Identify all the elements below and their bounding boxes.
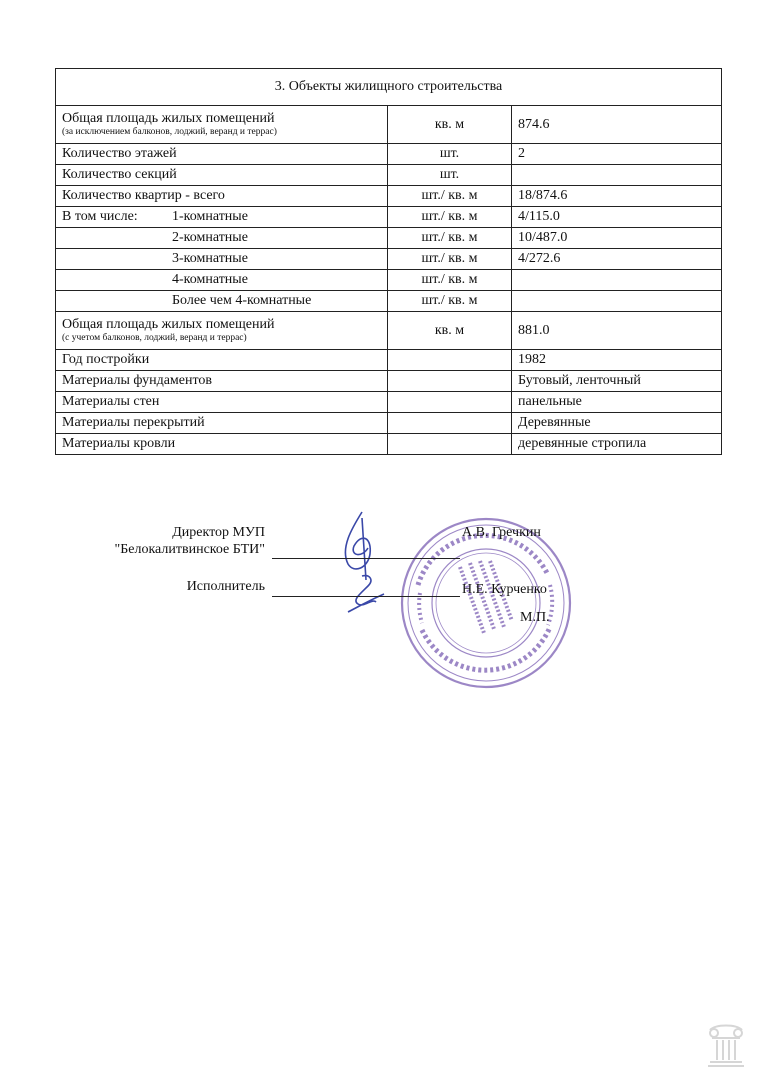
row-label: [56, 106, 388, 144]
row-value: 2: [512, 144, 722, 165]
row-label: Количество квартир - всего: [56, 186, 388, 207]
table-row: [56, 228, 722, 249]
row-value: Деревянные: [512, 413, 722, 434]
row-label-text: 1-комнатные: [172, 209, 248, 225]
row-value: 18/874.6: [512, 186, 722, 207]
table-row: [56, 312, 722, 350]
seal-place-label: М.П.: [520, 610, 550, 625]
table-row: [56, 207, 722, 228]
row-value: 874.6: [512, 106, 722, 144]
executor-name: Н.Е. Курченко: [462, 582, 547, 597]
row-value: деревянные стропила: [512, 434, 722, 455]
table-row: [56, 434, 722, 455]
row-unit: шт.: [388, 165, 512, 186]
table-row: [56, 413, 722, 434]
row-unit: [388, 434, 512, 455]
table-row: [56, 392, 722, 413]
row-value: 4/272.6: [512, 249, 722, 270]
director-signature-line: [272, 558, 460, 559]
row-value: [512, 270, 722, 291]
row-value: [512, 291, 722, 312]
table-row: [56, 106, 722, 144]
row-unit: [388, 350, 512, 371]
executor-signature-line: [272, 596, 460, 597]
row-unit: шт./ кв. м: [388, 207, 512, 228]
row-value: 4/115.0: [512, 207, 722, 228]
row-label: [56, 312, 388, 350]
table-title-row: [56, 69, 722, 106]
construction-objects-table: [55, 68, 722, 455]
executor-signature: [340, 572, 390, 618]
row-label-note: (с учетом балконов, лоджий, веранд и террас): [62, 333, 247, 344]
row-unit: кв. м: [388, 312, 512, 350]
row-label: Материалы стен: [56, 392, 388, 413]
row-label: Материалы фундаментов: [56, 371, 388, 392]
table-row: [56, 350, 722, 371]
director-role-line1: Директор МУП: [172, 525, 265, 540]
row-value: 1982: [512, 350, 722, 371]
table-row: [56, 270, 722, 291]
table-row: [56, 291, 722, 312]
row-label: 2-комнатные: [56, 228, 388, 249]
table-row: [56, 371, 722, 392]
row-value: 881.0: [512, 312, 722, 350]
row-label-note: (за исключением балконов, лоджий, веранд и террас): [62, 127, 277, 138]
director-role: [50, 525, 265, 559]
column-logo-icon: [706, 1022, 746, 1068]
row-label: Год постройки: [56, 350, 388, 371]
row-label-prefix: В том числе:: [62, 209, 138, 225]
executor-role: Исполнитель: [186, 579, 265, 594]
table-row: [56, 249, 722, 270]
table-row: [56, 186, 722, 207]
row-label: Материалы перекрытий: [56, 413, 388, 434]
row-unit: кв. м: [388, 106, 512, 144]
row-unit: [388, 413, 512, 434]
row-label-text: Общая площадь жилых помещений: [62, 111, 275, 127]
row-value: Бутовый, ленточный: [512, 371, 722, 392]
row-label: [56, 207, 388, 228]
row-label: 4-комнатные: [56, 270, 388, 291]
table-title: 3. Объекты жилищного строительства: [56, 69, 722, 106]
director-role-line2: "Белокалитвинское БТИ": [114, 541, 265, 557]
row-unit: шт./ кв. м: [388, 291, 512, 312]
row-value: панельные: [512, 392, 722, 413]
director-name: А.В. Гречкин: [462, 525, 541, 540]
row-label: Количество этажей: [56, 144, 388, 165]
row-label: 3-комнатные: [56, 249, 388, 270]
row-value: [512, 165, 722, 186]
row-unit: шт.: [388, 144, 512, 165]
row-unit: шт./ кв. м: [388, 228, 512, 249]
row-label-text: Общая площадь жилых помещений: [62, 317, 275, 333]
row-unit: шт./ кв. м: [388, 186, 512, 207]
row-unit: [388, 371, 512, 392]
row-label: Материалы кровли: [56, 434, 388, 455]
row-unit: шт./ кв. м: [388, 270, 512, 291]
row-unit: [388, 392, 512, 413]
table-row: [56, 165, 722, 186]
row-label: Более чем 4-комнатные: [56, 291, 388, 312]
row-unit: шт./ кв. м: [388, 249, 512, 270]
row-value: 10/487.0: [512, 228, 722, 249]
row-label: Количество секций: [56, 165, 388, 186]
table-row: [56, 144, 722, 165]
